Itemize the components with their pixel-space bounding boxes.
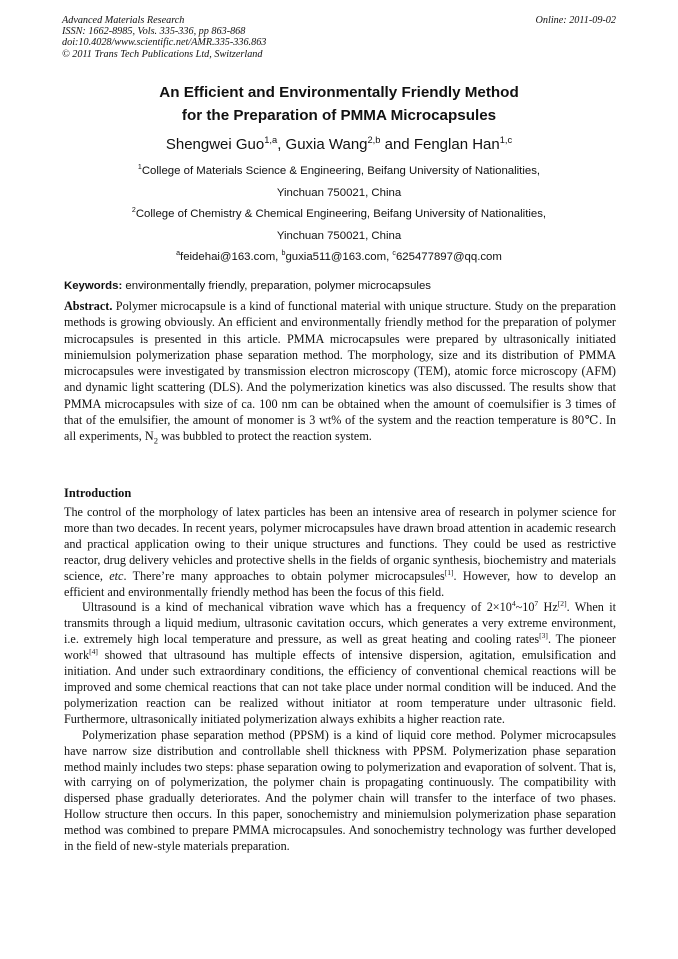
affiliation-1-city: Yinchuan 750021, China (276, 187, 402, 199)
text-run: . The pioneer work (64, 632, 616, 663)
email-marker: c (392, 250, 396, 258)
exponent: 4 (511, 599, 516, 609)
author-1: Shengwei Guo (165, 136, 265, 153)
text-run: showed that ultrasound has multiple effects of intensive dispersion, agitation, emulsification and initiation. And under such extraordinary conditions, the efficiency of conventional chemical reactions will be improved and some chemical reactions that can not take place under normal condition will be induced. And the polymerization reaction can be realized without initiator at room temperature under ultrasonic field. Furthermore, ultrasonically initiated polymerization always exhibits a higher reaction rate. (64, 648, 616, 726)
abstract-tail: was bubbled to protect the reaction system. (157, 429, 372, 444)
exponent: 7 (534, 599, 539, 609)
journal-header (62, 15, 616, 60)
keywords-label: Keywords: (64, 280, 123, 292)
title-line-1: An Efficient and Environmentally Friendly Method (159, 84, 519, 101)
email-line (62, 249, 616, 265)
author-2-affiliation: 2,b (367, 135, 381, 145)
citation: [2] (557, 599, 567, 609)
author-separator: and (380, 136, 414, 153)
text-run: The control of the morphology of latex particles has been an intensive area of research in polymer science for more than two decades. In recent years, polymer microcapsules have drawn broad attention in academic research and practical application owing to their unique structures and functions. They could be used as restrictive reactor, drug delivery vehicles and protective shells in the fields of organic synthesis, biochemistry and materials science, (64, 505, 616, 583)
issn-line: ISSN: 1662-8985, Vols. 335-336, pp 863-868 (62, 26, 246, 38)
italic-text: etc (109, 568, 124, 583)
author-1-affiliation: 1,a (264, 135, 278, 145)
email-a: feidehai@163.com, (180, 251, 282, 263)
text-run: Ultrasound is a kind of mechanical vibration wave which has a frequency of 2×10 (82, 600, 512, 615)
paper-title (62, 81, 616, 127)
paragraph (64, 600, 616, 727)
abstract-subscript: 2 (153, 435, 158, 446)
author-list (62, 135, 616, 155)
paragraph (64, 505, 616, 600)
affiliation-number: 2 (131, 207, 136, 215)
citation: [3] (539, 631, 548, 641)
introduction-body (64, 505, 616, 855)
journal-name: Advanced Materials Research (62, 15, 185, 26)
text-run: . There’re many approaches to obtain polymer microcapsules (123, 568, 445, 583)
affiliation-1 (62, 163, 616, 179)
affiliation-2 (62, 206, 616, 222)
text-run: ~10 (515, 600, 535, 615)
affiliation-text: College of Chemistry & Chemical Engineering, Beifang University of Nationalities, (135, 208, 547, 220)
citation: [4] (89, 647, 98, 657)
paragraph: Polymerization phase separation method (PPSM) is a kind of liquid core method. Polymer microcapsules have narrow size distribution and controllable shell thickness with PPSM. Polymerization phase separation method mainly includes two steps: phase separation owing to polymerization and evaporation of solvent. That is, with carrying on of polymerization, the polymer chain is propagating continuously. The compatibility with dispersed phase gradually deteriorates. And the polymer chain will transfer to the interface of two phases. Hollow structure then occurs. In this paper, sonochemistry and miniemulsion polymerization phase separation method was combined to prepare PMMA microcapsules. And sonochemistry technology was further developed in the field of new-style materials preparation. (64, 727, 616, 854)
email-marker: b (281, 250, 286, 258)
abstract (64, 298, 616, 445)
abstract-label: Abstract. (64, 299, 113, 313)
text-run: . However, how to develop an efficient and environmentally friendly method has been the focus of this field. (64, 568, 617, 599)
author-2: Guxia Wang (285, 136, 368, 153)
online-date: Online: 2011-09-02 (535, 15, 616, 26)
affiliation-number: 1 (137, 164, 142, 172)
text-run: Hz (538, 600, 558, 615)
section-heading-introduction: Introduction (64, 486, 132, 500)
keywords (64, 279, 616, 293)
affiliation-2-city: Yinchuan 750021, China (276, 230, 402, 242)
author-3-affiliation: 1,c (499, 135, 513, 145)
email-b: guxia511@163.com, (285, 251, 393, 263)
doi-line: doi:10.4028/www.scientific.net/AMR.335-336.863 (62, 37, 267, 49)
title-line-2: for the Preparation of PMMA Microcapsules (181, 107, 497, 124)
affiliation-text: College of Materials Science & Engineering, Beifang University of Nationalities, (141, 165, 541, 177)
text-run: . When it transmits through a liquid medium, ultrasonic cavitation occurs, which generates a very extreme environment, i.e. extremely high local temperature and pressure, as well as great heating and cooling rates (64, 600, 617, 647)
email-marker: a (176, 250, 181, 258)
author-3: Fenglan Han (413, 136, 500, 153)
copyright-line: © 2011 Trans Tech Publications Ltd, Switzerland (62, 48, 263, 60)
abstract-text: Polymer microcapsule is a kind of functional material with unique structure. Study on the preparation methods is growing obviously. An efficient and environmentally friendly method for the preparation of polymer microcapsules is presented in this article. PMMA microcapsules were prepared by ultrasonically initiated miniemulsion polymerization phase separation method. The morphology, size and its distribution of PMMA microcapsules were investigated by transmission electron microscopy (TEM), atomic force microscopy (AFM) and dynamic light scattering (DLS). And the polymerization kinetics was also discussed. The results show that PMMA microcapsules with size of ca. 100 nm can be obtained when the amount of coemulsifier is 3 times of that of the emulsifier, the amount of monomer is 3 wt% of the system and the reaction temperature is 80℃. In all experiments, N (64, 299, 616, 444)
email-c: 625477897@qq.com (395, 251, 502, 263)
author-separator: , (277, 136, 286, 153)
keywords-text: environmentally friendly, preparation, polymer microcapsules (122, 280, 431, 292)
citation: [1] (444, 567, 454, 577)
